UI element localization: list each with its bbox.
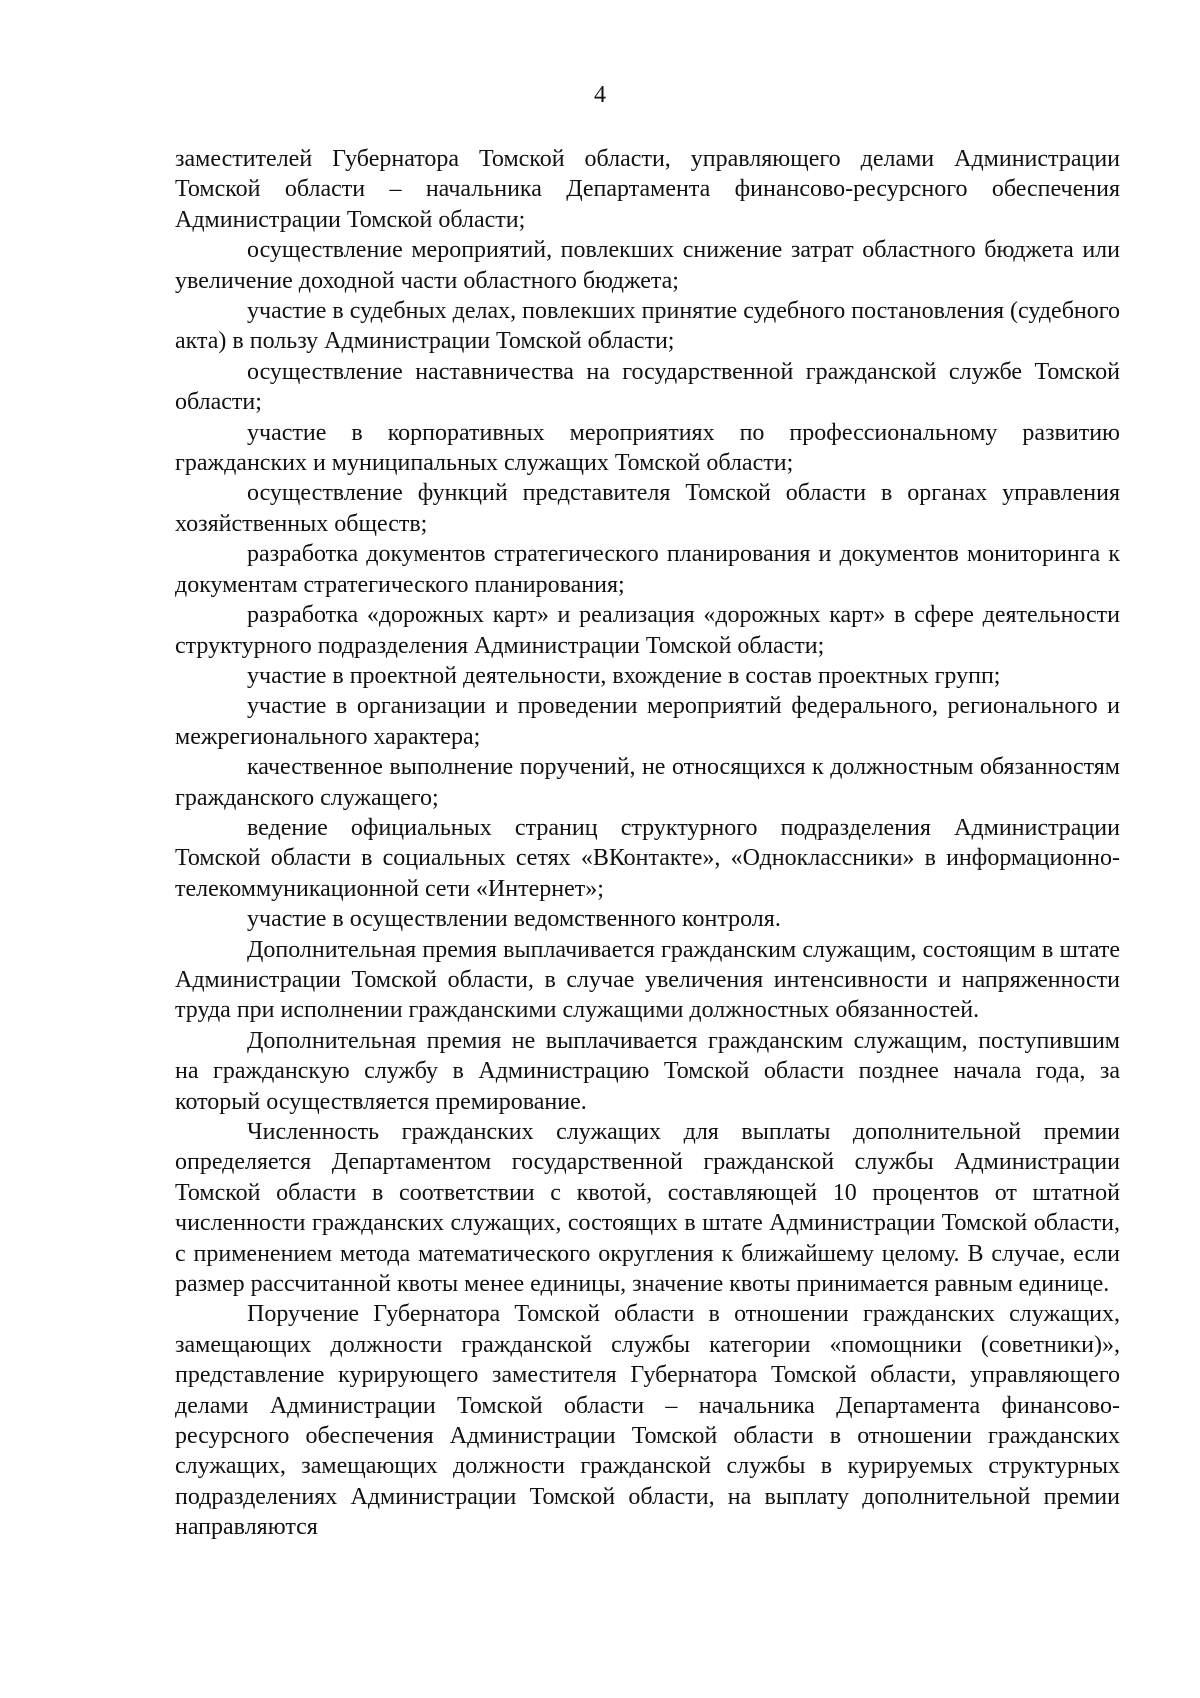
paragraph-continuation: заместителей Губернатора Томской области, управляющего делами Администрации Томской области – начальника Департамента финансово-ресурсного обеспечения Администрации Томской области; — [175, 146, 1120, 233]
list-item-court-cases: участие в судебных делах, повлекших принятие судебного постановления (судебного акта) в пользу Администрации Томской области; — [175, 298, 1120, 355]
paragraph-bonus-not-paid: Дополнительная премия не выплачивается гражданским служащим, поступившим на гражданскую службу в Администрацию Томской области позднее начала года, за который осуществляется премирование. — [175, 1027, 1120, 1115]
list-item-project-activity: участие в проектной деятельности, вхождение в состав проектных групп; — [247, 662, 1001, 689]
list-item-roadmaps: разработка «дорожных карт» и реализация «дорожных карт» в сфере деятельности структурного подразделения Администрации Томской области; — [175, 602, 1120, 659]
list-item-events-organization: участие в организации и проведении мероприятий федерального, регионального и межрегионального характера; — [175, 693, 1120, 750]
list-item-corporate-events: участие в корпоративных мероприятиях по профессиональному развитию гражданских и муниципальных служащих Томской области; — [175, 419, 1120, 477]
list-item-cost-reduction: осуществление мероприятий, повлекших снижение затрат областного бюджета или увеличение доходной части областного бюджета; — [175, 237, 1120, 294]
list-item-social-pages: ведение официальных страниц структурного подразделения Администрации Томской области в социальных сетях «ВКонтакте», «Одноклассники» в информационно-телекоммуникационной сети «Интернет»; — [175, 814, 1120, 902]
paragraph-bonus-paid: Дополнительная премия выплачивается гражданским служащим, состоящим в штате Администрации Томской области, в случае увеличения интенсивности и напряженности труда при исполнении гражданскими служащими должностных обязанностей. — [175, 936, 1120, 1024]
list-item-mentoring: осуществление наставничества на государственной гражданской службе Томской области; — [175, 358, 1120, 416]
list-item-representative-functions: осуществление функций представителя Томской области в органах управления хозяйственных обществ; — [175, 480, 1120, 537]
list-item-departmental-control: участие в осуществлении ведомственного контроля. — [247, 906, 781, 933]
page-number: 4 — [594, 82, 606, 108]
document-body — [175, 144, 1120, 1543]
paragraph-quota: Численность гражданских служащих для выплаты дополнительной премии определяется Департаментом государственной гражданской службы Администрации Томской области в соответствии с квотой, составляющей 10 процентов от штатной численности гражданских служащих, состоящих в штате Администрации Томской области, с применением метода математического округления к ближайшему целому. В случае, если размер рассчитанной квоты менее единицы, значение квоты принимается равным единице. — [175, 1119, 1120, 1298]
paragraph-governor-order: Поручение Губернатора Томской области в отношении гражданских служащих, замещающих должности гражданской службы категории «помощники (советники)», представление курирующего заместителя Губернатора Томской области, управляющего делами Администрации Томской области – начальника Департамента финансово-ресурсного обеспечения Администрации Томской области в отношении гражданских служащих, замещающих должности гражданской службы в курируемых структурных подразделениях Администрации Томской области, на выплату дополнительной премии направляются — [175, 1301, 1120, 1541]
list-item-strategic-documents: разработка документов стратегического планирования и документов мониторинга к документам стратегического планирования; — [175, 541, 1120, 598]
list-item-assignments: качественное выполнение поручений, не относящихся к должностным обязанностям гражданского служащего; — [175, 754, 1120, 811]
